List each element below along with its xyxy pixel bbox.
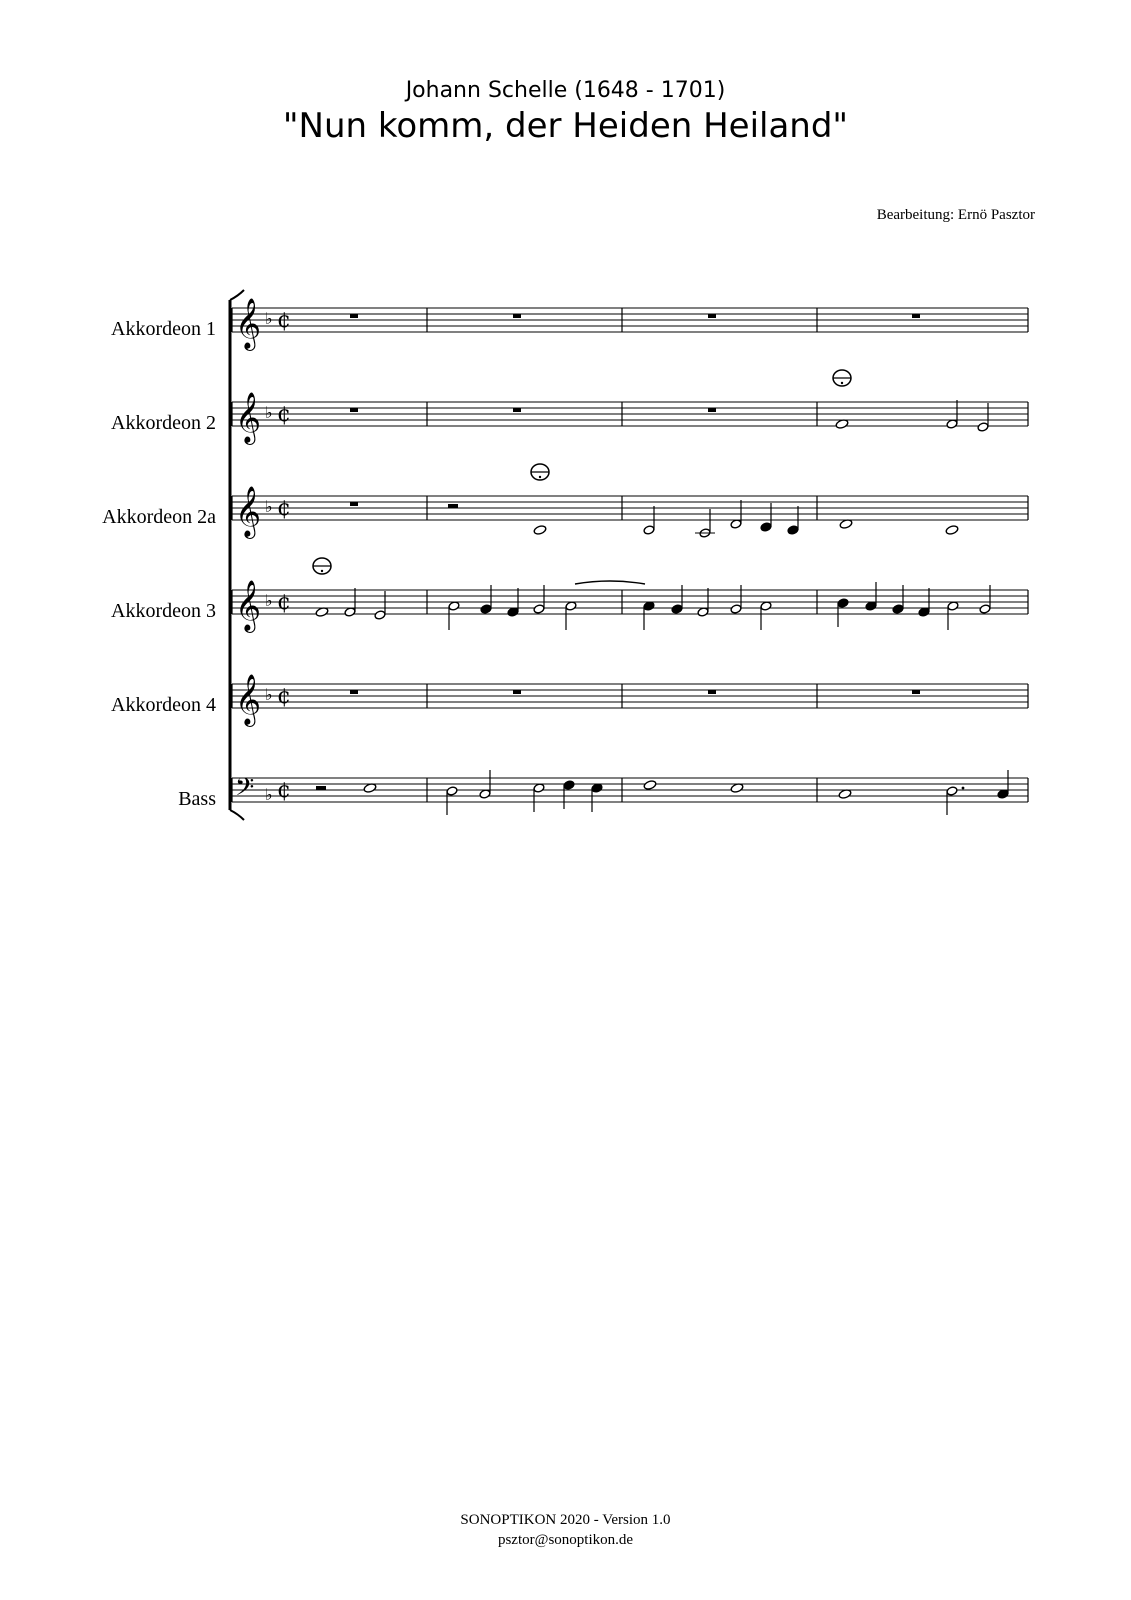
half-rest: [448, 504, 458, 508]
cut-time-signature: ¢: [277, 590, 291, 615]
whole-rest: [513, 314, 521, 318]
piece-title: "Nun komm, der Heiden Heiland": [282, 106, 849, 146]
half-note: [730, 604, 742, 614]
half-note: [979, 604, 991, 614]
whole-rest: [912, 314, 920, 318]
whole-rest: [350, 314, 358, 318]
whole-note: [533, 525, 547, 536]
whole-rest: [708, 408, 716, 412]
dot: [539, 476, 541, 478]
quarter-note: [892, 604, 904, 614]
notation-glyphs: [313, 314, 1009, 815]
cut-time-signature: ¢: [277, 684, 291, 709]
tie: [575, 581, 645, 584]
quarter-note: [563, 780, 575, 790]
arranger-credit: Bearbeitung: Ernö Pasztor: [876, 207, 1035, 223]
treble-clef: 𝄞: [235, 486, 262, 537]
dot: [962, 787, 965, 790]
quarter-note: [787, 525, 799, 535]
staff-lines: [230, 290, 1028, 820]
bass-clef: 𝄢: [235, 773, 255, 808]
whole-note: [643, 780, 657, 791]
cut-time-signature: ¢: [277, 402, 291, 427]
flat-key-signature: ♭: [265, 685, 273, 704]
half-note: [533, 604, 545, 614]
half-rest: [316, 786, 326, 790]
dot: [321, 570, 323, 572]
treble-clef: 𝄞: [235, 580, 262, 631]
instrument-label-akkordeon-2: Akkordeon 2: [111, 412, 216, 434]
cut-time-signature: ¢: [277, 778, 291, 803]
quarter-note: [480, 604, 492, 614]
whole-rest: [350, 408, 358, 412]
instrument-label-akkordeon-3: Akkordeon 3: [111, 600, 216, 622]
flat-key-signature: ♭: [265, 497, 273, 516]
instrument-label-akkordeon-4: Akkordeon 4: [111, 694, 216, 716]
treble-clef: 𝄞: [235, 674, 262, 725]
flat-key-signature: ♭: [265, 591, 273, 610]
composer-line: Johann Schelle (1648 - 1701): [405, 78, 726, 103]
treble-clef: 𝄞: [235, 392, 262, 443]
quarter-note: [837, 598, 849, 608]
cut-time-signature: ¢: [277, 308, 291, 333]
whole-rest: [513, 690, 521, 694]
whole-rest: [708, 690, 716, 694]
half-note: [977, 422, 989, 432]
quarter-note: [760, 522, 772, 532]
half-note: [643, 525, 655, 535]
bracket-bottom: [230, 810, 244, 820]
instrument-label-akkordeon-1: Akkordeon 1: [111, 318, 216, 340]
instrument-label-bass: Bass: [178, 788, 216, 810]
half-note: [446, 786, 458, 796]
half-note: [946, 786, 958, 796]
whole-rest: [513, 408, 521, 412]
half-note: [374, 610, 386, 620]
flat-key-signature: ♭: [265, 403, 273, 422]
whole-rest: [912, 690, 920, 694]
cut-time-signature: ¢: [277, 496, 291, 521]
dot: [841, 382, 843, 384]
instrument-label-akkordeon-2a: Akkordeon 2a: [102, 506, 216, 528]
flat-key-signature: ♭: [265, 309, 273, 328]
whole-rest: [708, 314, 716, 318]
quarter-note: [671, 604, 683, 614]
treble-clef: 𝄞: [235, 298, 262, 349]
flat-key-signature: ♭: [265, 785, 273, 804]
whole-note: [945, 525, 959, 536]
footer-email: psztor@sonoptikon.de: [497, 1532, 634, 1548]
whole-rest: [350, 690, 358, 694]
footer-publisher: SONOPTIKON 2020 - Version 1.0: [460, 1512, 671, 1528]
whole-rest: [350, 502, 358, 506]
